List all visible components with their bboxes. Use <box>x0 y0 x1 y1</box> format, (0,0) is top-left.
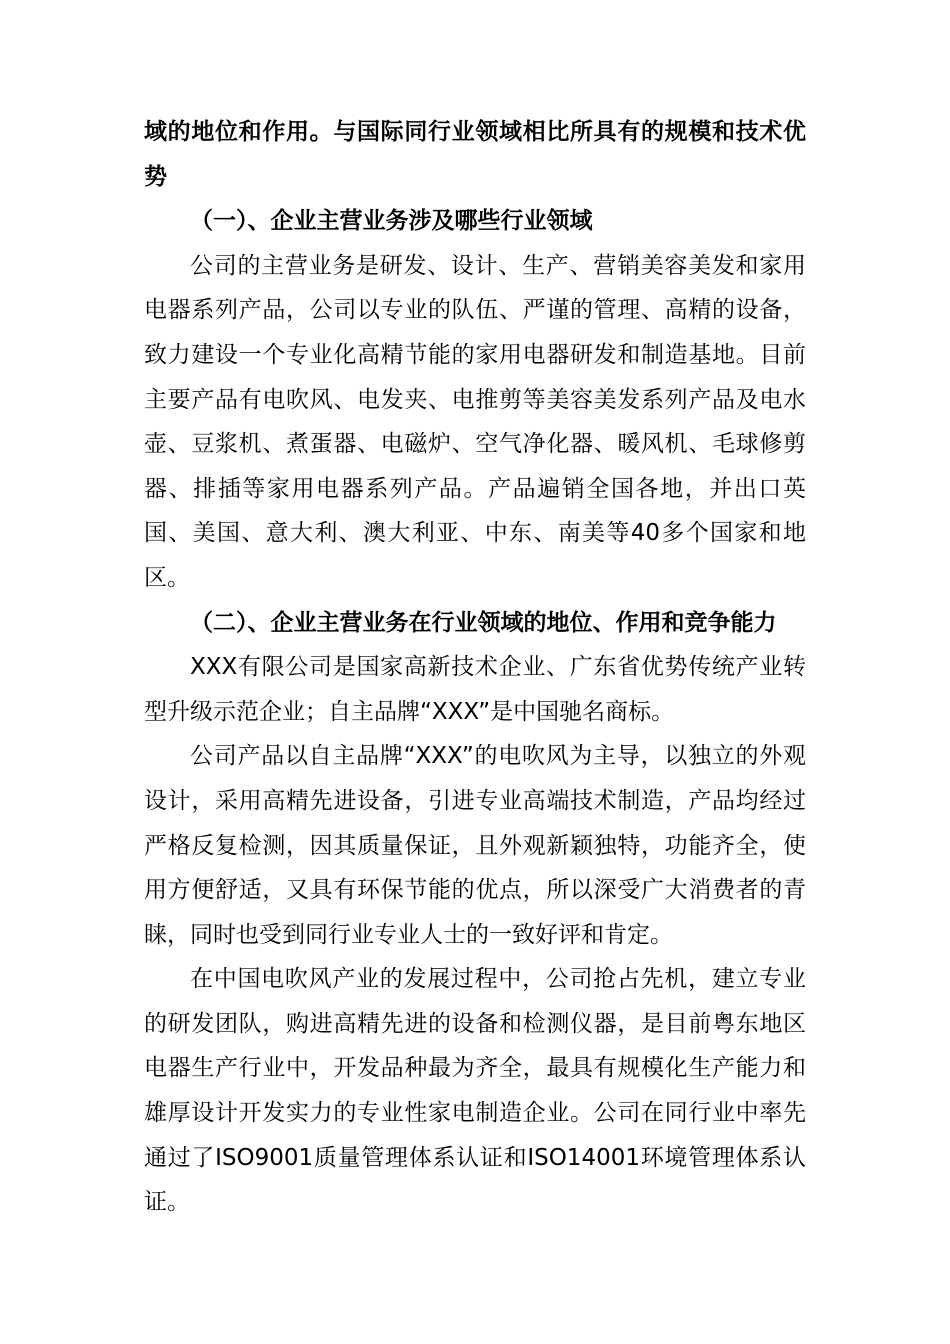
section-1-paragraph-1: 公司的主营业务是研发、设计、生产、营销美容美发和家用电器系列产品，公司以专业的队伍、严谨的管理、高精的设备，致力建设一个专业化高精节能的家用电器研发和制造基地。目前主要产品有电吹风、电发夹、电推剪等美容美发系列产品及电水壶、豆浆机、煮蛋器、电磁炉、空气净化器、暖风机、毛球修剪器、排插等家用电器系列产品。产品遍销全国各地，并出口英国、美国、意大利、澳大利亚、中东、南美等40多个国家和地区。 <box>144 252 806 591</box>
main-heading: 域的地位和作用。与国际同行业领域相比所具有的规模和技术优势 <box>144 119 806 190</box>
section-2-paragraph-3: 在中国电吹风产业的发展过程中，公司抢占先机，建立专业的研发团队，购进高精先进的设备和检测仪器，是目前粤东地区电器生产行业中，开发品种最为齐全，最具有规模化生产能力和雄厚设计开发实力的专业性家电制造企业。公司在同行业中率先通过了ISO9001质量管理体系认证和ISO14001环境管理体系认证。 <box>144 966 806 1216</box>
section-1-heading: （一）、企业主营业务涉及哪些行业领域 <box>190 208 593 235</box>
section-2-heading: （二）、企业主营业务在行业领域的地位、作用和竞争能力 <box>190 609 777 636</box>
section-2-paragraph-2: 公司产品以自主品牌“XXX”的电吹风为主导，以独立的外观设计，采用高精先进设备，引进专业高端技术制造，产品均经过严格反复检测，因其质量保证，且外观新颖独特，功能齐全，使用方便舒适，又具有环保节能的优点，所以深受广大消费者的青睐，同时也受到同行业专业人士的一致好评和肯定。 <box>144 743 806 948</box>
document-page <box>144 110 806 1225</box>
section-2-paragraph-1: XXX有限公司是国家高新技术企业、广东省优势传统产业转型升级示范企业；自主品牌“XXX”是中国驰名商标。 <box>144 654 806 725</box>
